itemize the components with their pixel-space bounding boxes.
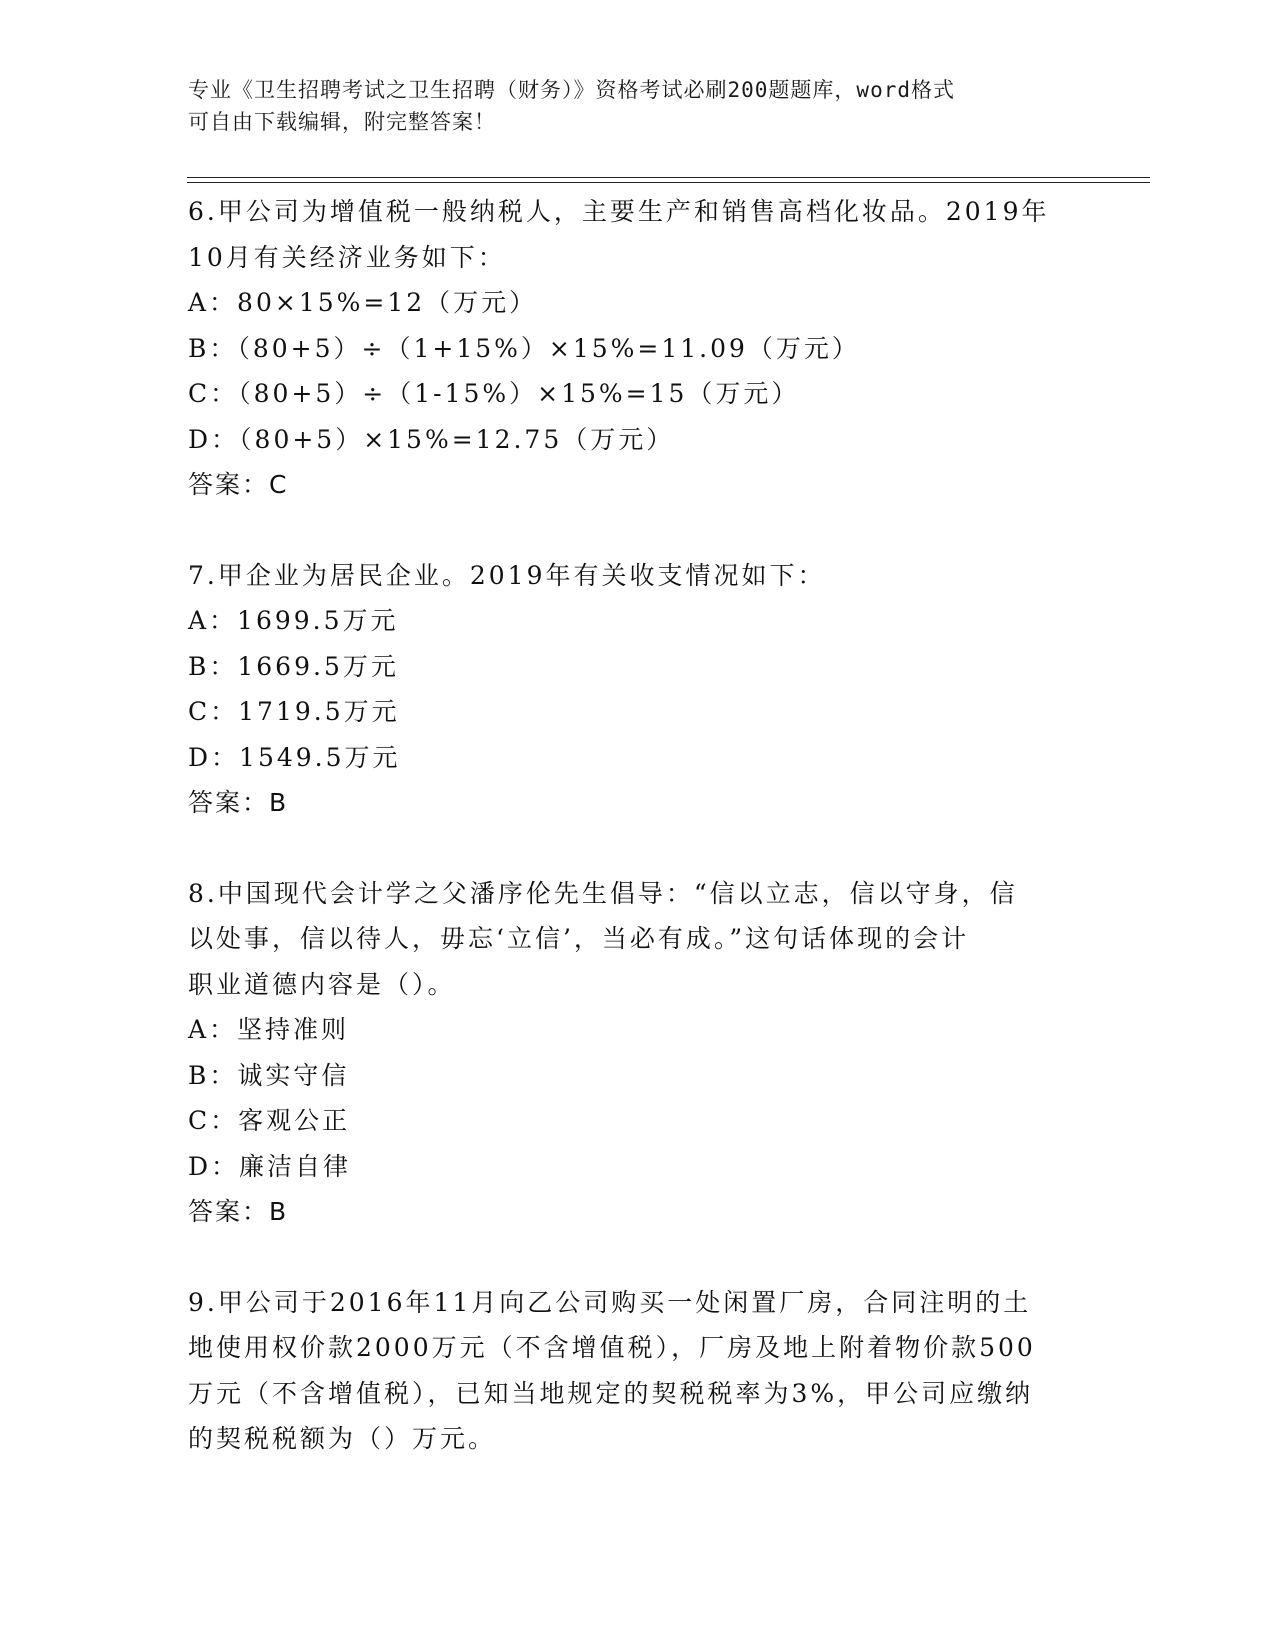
question-stem-line: 以处事，信以待人，毋忘‘立信’，当必有成。”这句话体现的会计: [188, 924, 970, 953]
question-list: [188, 189, 1088, 1507]
question-stem-line: 7.甲企业为居民企业。2019年有关收支情况如下：: [188, 560, 826, 590]
option-c: C：（80+5）÷（1-15%）×15%=15（万元）: [188, 379, 800, 408]
document-header: [188, 74, 1068, 138]
option-d: D：廉洁自律: [188, 1151, 352, 1181]
answer-label: 答案：B: [188, 1197, 289, 1226]
header-line-2: 可自由下载编辑，附完整答案！: [188, 110, 496, 134]
option-a: A：1699.5万元: [188, 606, 399, 635]
question-stem-line: 万元（不含增值税），已知当地规定的契税税率为3%，甲公司应缴纳: [188, 1378, 1034, 1408]
question-stem-line: 10月有关经济业务如下：: [188, 242, 506, 272]
header-divider-top: [187, 177, 1150, 178]
question-8: [188, 871, 1088, 1235]
question-stem-line: 职业道德内容是（）。: [188, 969, 456, 999]
answer-label: 答案：C: [188, 470, 289, 499]
option-d: D：（80+5）×15%=12.75（万元）: [188, 424, 675, 454]
option-b: B：诚实守信: [188, 1060, 350, 1090]
answer-label: 答案：B: [188, 788, 289, 817]
question-7: [188, 553, 1088, 826]
question-stem-line: 地使用权价款2000万元（不含增值税），厂房及地上附着物价款500: [188, 1333, 1036, 1362]
option-d: D：1549.5万元: [188, 742, 401, 772]
header-line-1: 专业《卫生招聘考试之卫生招聘（财务）》资格考试必刷200题题库，word格式: [188, 78, 955, 102]
option-b: B：（80+5）÷（1+15%）×15%=11.09（万元）: [188, 333, 860, 363]
option-a: A：坚持准则: [188, 1015, 350, 1044]
question-stem-line: 9.甲公司于2016年11月向乙公司购买一处闲置厂房，合同注明的土: [188, 1287, 1032, 1317]
header-divider-bottom: [187, 182, 1150, 183]
option-a: A：80×15%=12（万元）: [188, 288, 538, 317]
question-stem-line: 8.中国现代会计学之父潘序伦先生倡导：“信以立志，信以守身，信: [188, 878, 1018, 908]
question-6: [188, 189, 1088, 508]
question-stem-line: 的契税税额为（）万元。: [188, 1424, 497, 1453]
question-9: [188, 1280, 1088, 1462]
option-c: C：1719.5万元: [188, 697, 400, 726]
question-stem-line: 6.甲公司为增值税一般纳税人，主要生产和销售高档化妆品。2019年: [188, 197, 1050, 226]
option-c: C：客观公正: [188, 1106, 351, 1135]
option-b: B：1669.5万元: [188, 651, 399, 681]
